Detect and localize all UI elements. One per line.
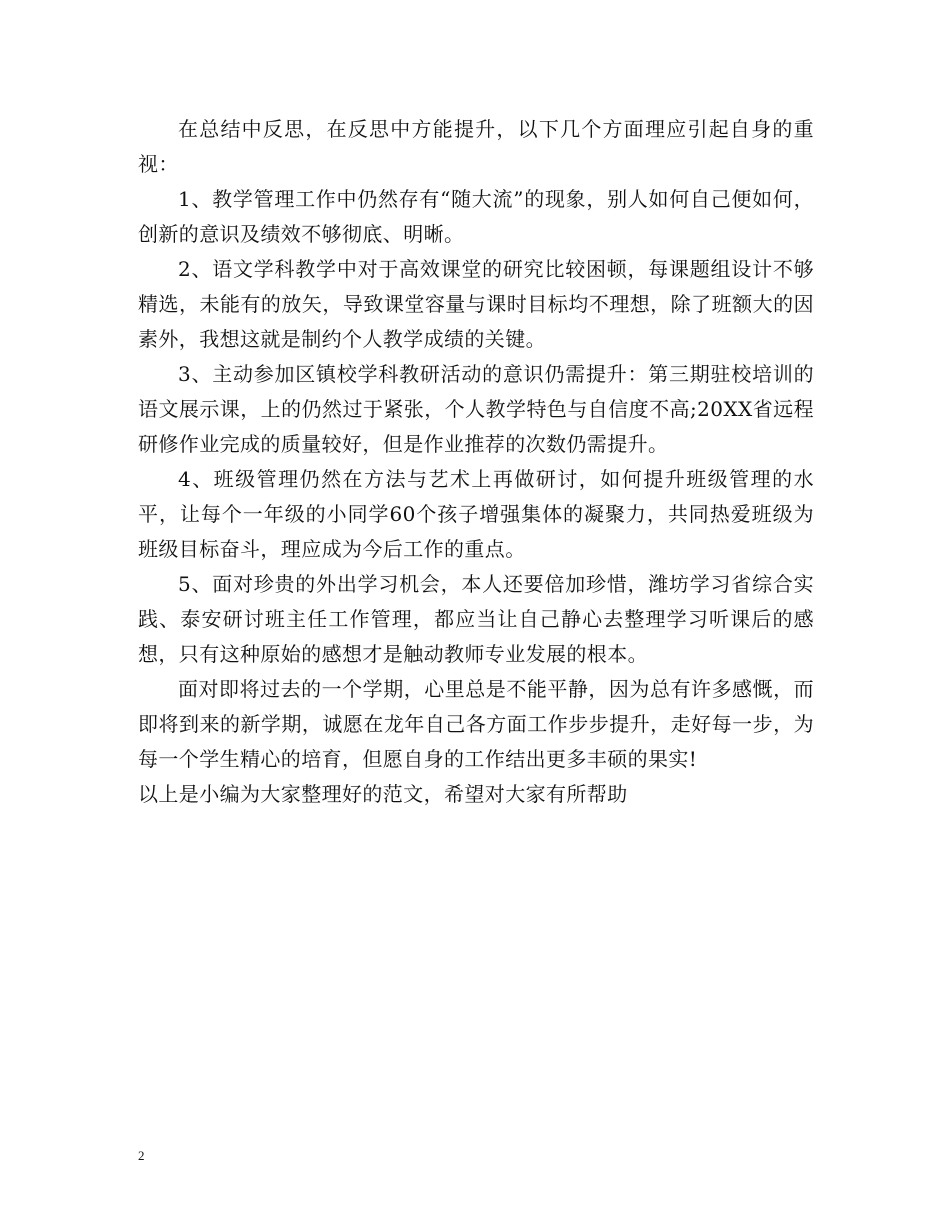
- paragraph-conclusion: 面对即将过去的一个学期，心里总是不能平静，因为总有许多感慨，而即将到来的新学期，诚愿在龙年自己各方面工作步步提升，走好每一步，为每一个学生精心的培育，但愿自身的工作结出更多丰硕的果实!: [138, 677, 814, 771]
- document-body: [138, 112, 814, 812]
- paragraph-item-1: 1、教学管理工作中仍然存有“随大流”的现象，别人如何自己便如何，创新的意识及绩效不够彻底、明晰。: [138, 187, 814, 246]
- paragraph-intro: 在总结中反思，在反思中方能提升，以下几个方面理应引起自身的重视：: [138, 117, 814, 176]
- page-number: 2: [138, 1148, 145, 1163]
- paragraph-item-2: 2、语文学科教学中对于高效课堂的研究比较困顿，每课题组设计不够精选，未能有的放矢，导致课堂容量与课时目标均不理想，除了班额大的因素外，我想这就是制约个人教学成绩的关键。: [138, 257, 814, 351]
- paragraph-item-5: 5、面对珍贵的外出学习机会，本人还要倍加珍惜，潍坊学习省综合实践、泰安研讨班主任工作管理，都应当让自己静心去整理学习听课后的感想，只有这种原始的感想才是触动教师专业发展的根本。: [138, 572, 814, 666]
- paragraph-item-4: 4、班级管理仍然在方法与艺术上再做研讨，如何提升班级管理的水平，让每个一年级的小同学60个孩子增强集体的凝聚力，共同热爱班级为班级目标奋斗，理应成为今后工作的重点。: [138, 467, 814, 561]
- paragraph-item-3: 3、主动参加区镇校学科教研活动的意识仍需提升：第三期驻校培训的语文展示课，上的仍然过于紧张，个人教学特色与自信度不高;20XX省远程研修作业完成的质量较好，但是作业推荐的次数仍需提升。: [138, 362, 814, 456]
- closing-line: 以上是小编为大家整理好的范文，希望对大家有所帮助: [138, 782, 628, 806]
